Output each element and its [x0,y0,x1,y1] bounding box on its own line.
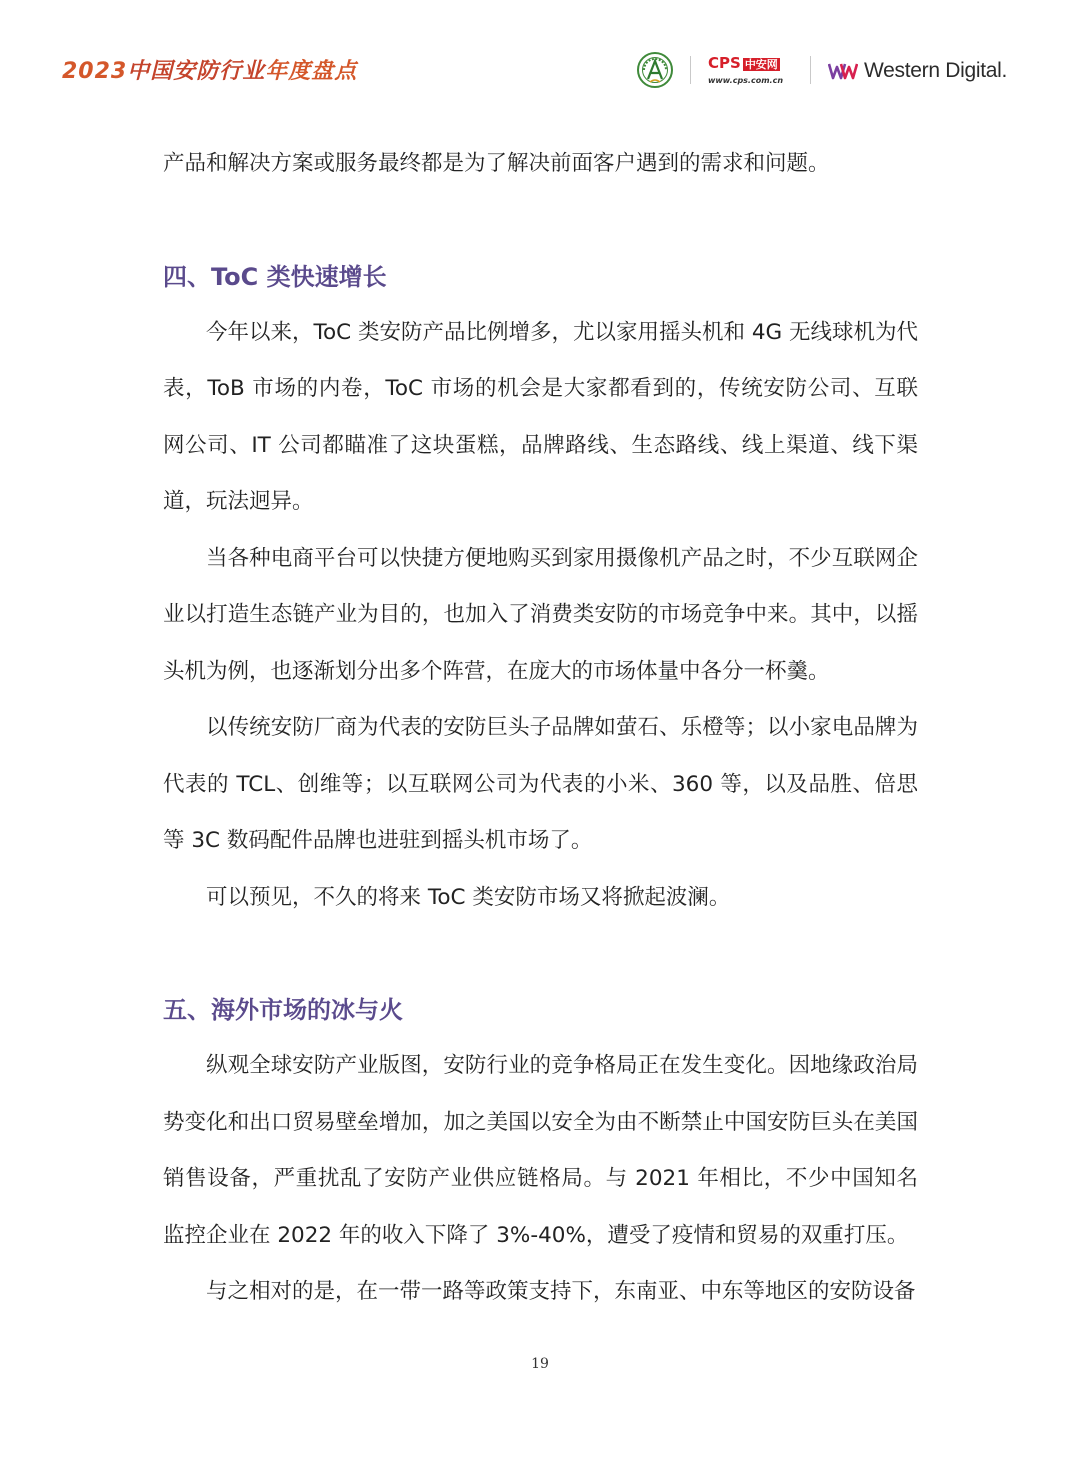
page-header [0,0,1080,110]
western-digital-mark-icon [828,61,858,81]
report-title [62,54,357,85]
report-title-tail: 年度盘点 [265,59,358,84]
cps-logo [708,55,792,85]
body-paragraph: 与之相对的是，在一带一路等政策支持下，东南亚、中东等地区的安防设备 [206,1279,916,1304]
body-paragraph: 今年以来，ToC 类安防产品比例增多，尤以家用摇头机和 4G 无线球机为代表，ToB 市场的内卷，ToC 市场的机会是大家都看到的，传统安防公司、互联网公司、IT 公司都瞄准了这块蛋糕，品牌路线、生态路线、线上渠道、线下渠道，玩法迥异。 [163,319,918,514]
western-digital-text: Western Digital. [864,59,1008,82]
cps-logo-text: CPS [708,54,741,72]
body-paragraph: 当各种电商平台可以快捷方便地购买到家用摄像机产品之时，不少互联网企业以打造生态链产业为目的，也加入了消费类安防的市场竞争中来。其中，以摇头机为例，也逐渐划分出多个阵营，在庞大的市场体量中各分一杯羹。 [163,545,918,684]
document-body [163,136,918,1321]
body-paragraph: 纵观全球安防产业版图，安防行业的竞争格局正在发生变化。因地缘政治局势变化和出口贸易壁垒增加，加之美国以安全为由不断禁止中国安防巨头在美国销售设备，严重扰乱了安防产业供应链格局。与 2021 年相比，不少中国知名监控企业在 2022 年的收入下降了 3%-40%，遭受了疫情和贸易的双重打压。 [163,1053,918,1248]
header-divider [690,56,691,84]
association-seal-logo [637,52,673,88]
page-number: 19 [531,1356,549,1372]
header-divider [810,56,811,84]
body-paragraph: 可以预见，不久的将来 ToC 类安防市场又将掀起波澜。 [206,884,731,910]
report-title-main: 中国安防行业 [127,59,266,84]
cps-url: www.cps.com.cn [708,76,784,85]
cps-logo-cn: 中安网 [744,58,778,71]
continued-paragraph: 产品和解决方案或服务最终都是为了解决前面客户遇到的需求和问题。 [163,151,830,176]
body-paragraph: 以传统安防厂商为代表的安防巨头子品牌如萤石、乐橙等；以小家电品牌为代表的 TCL、创维等；以互联网公司为代表的小米、360 等，以及品胜、倍思等 3C 数码配件品牌也进驻到摇头机市场了。 [163,715,918,853]
section-heading-4: 四、ToC 类快速增长 [163,262,387,291]
western-digital-logo [828,58,1007,84]
section-heading-5: 五、海外市场的冰与火 [163,996,403,1024]
report-title-year: 2023 [62,59,128,84]
